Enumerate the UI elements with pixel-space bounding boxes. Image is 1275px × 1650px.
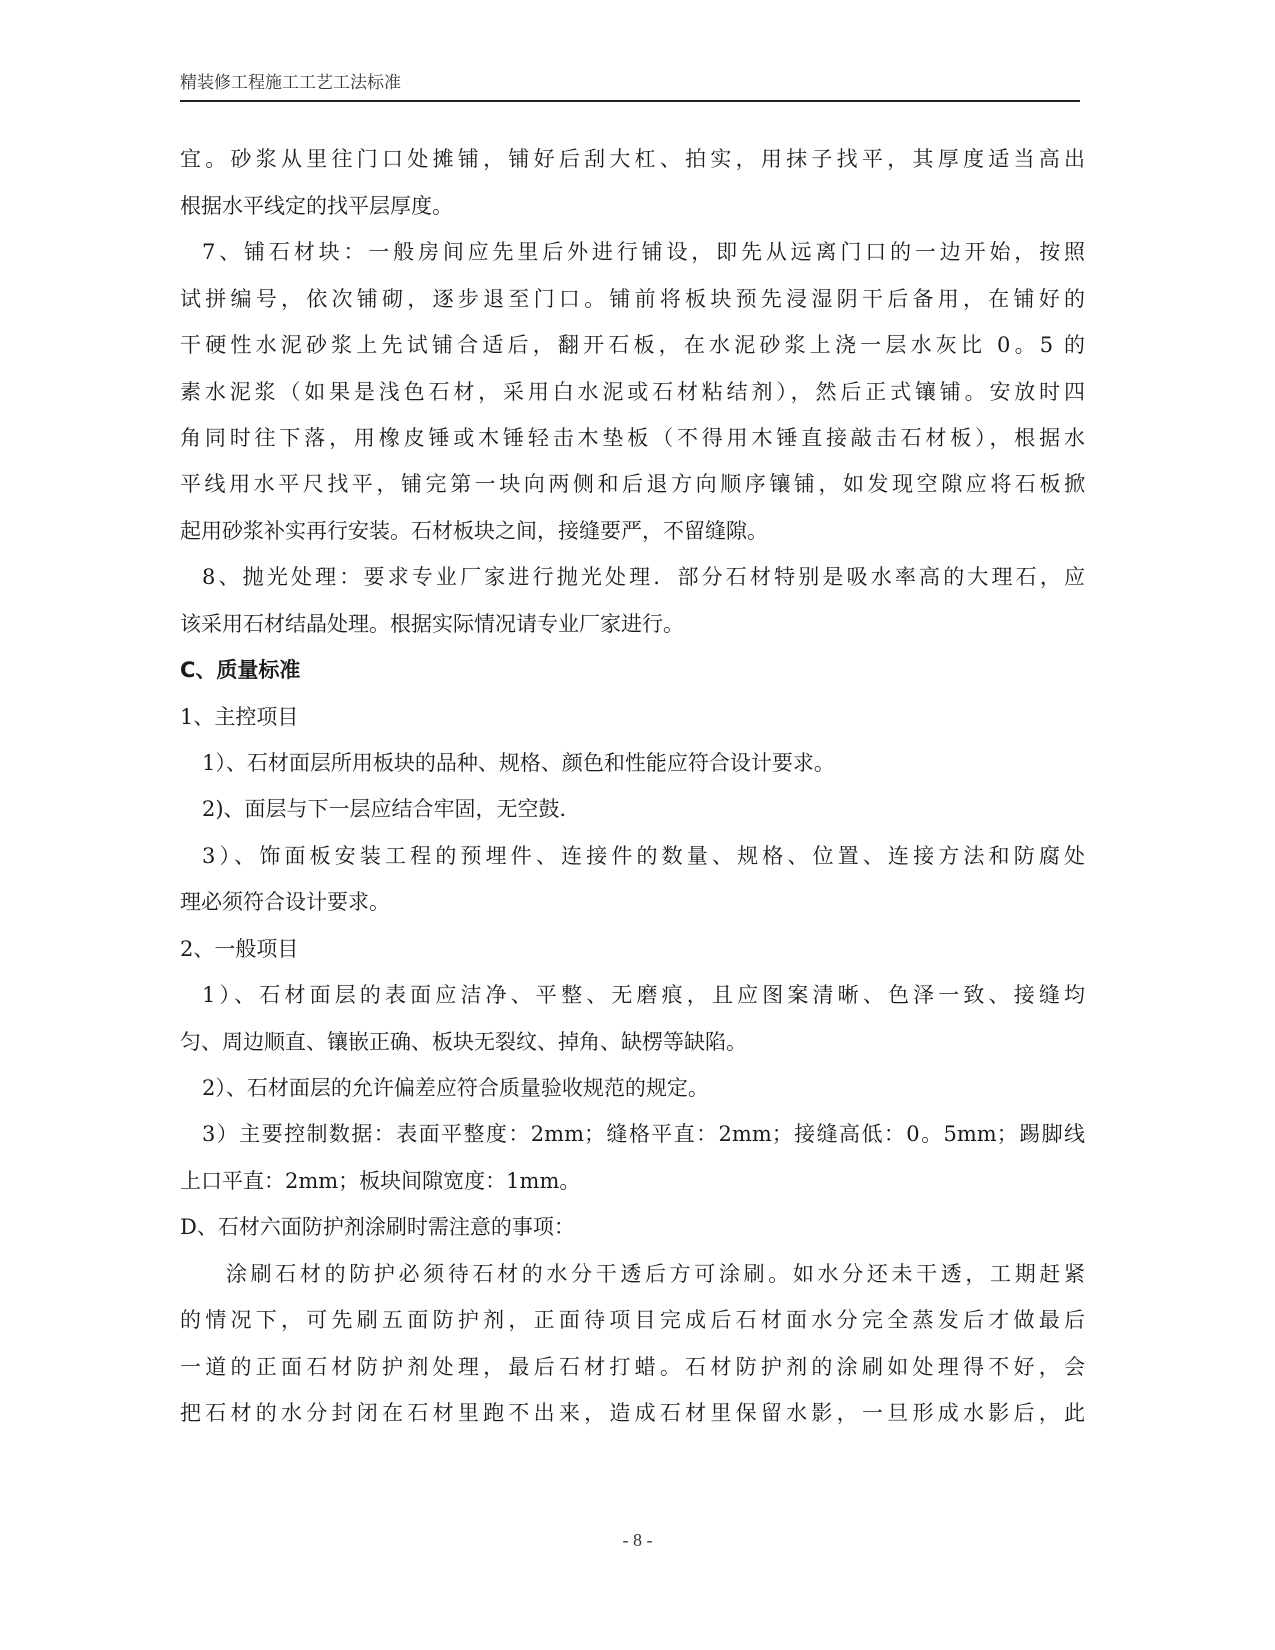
text-line: 理必须符合设计要求。: [180, 890, 390, 914]
text-line: 宜。砂浆从里往门口处摊铺，铺好后刮大杠、拍实，用抹子找平，其厚度适当高出: [180, 147, 1085, 171]
page-header: [180, 70, 1080, 102]
text-line: 试拼编号，依次铺砌，逐步退至门口。铺前将板块预先浸湿阴干后备用，在铺好的: [180, 287, 1085, 311]
paragraph-line: 的情况下，可先刷五面防护剂，正面待项目完成后石材面水分完全蒸发后才做最后: [180, 1308, 1085, 1332]
text-line: 素水泥浆（如果是浅色石材，采用白水泥或石材粘结剂），然后正式镶铺。安放时四: [180, 380, 1085, 404]
text-line: 起用砂浆补实再行安装。石材板块之间，接缝要严，不留缝隙。: [180, 519, 768, 543]
paragraph-line: 一道的正面石材防护剂处理，最后石材打蜡。石材防护剂的涂刷如处理得不好，会: [180, 1355, 1085, 1379]
text-line: 8、抛光处理：要求专业厂家进行抛光处理．部分石材特别是吸水率高的大理石，应: [202, 565, 1085, 589]
text-line: 上口平直：2mm；板块间隙宽度：1mm。: [180, 1169, 581, 1193]
section-heading-c: C、质量标准: [180, 658, 301, 682]
list-item: 1）、石材面层的表面应洁净、平整、无磨痕，且应图案清晰、色泽一致、接缝均: [202, 983, 1085, 1007]
text-line: 角同时往下落，用橡皮锤或木锤轻击木垫板（不得用木锤直接敲击石材板），根据水: [180, 426, 1085, 450]
paragraph-line: 涂刷石材的防护必须待石材的水分干透后方可涂刷。如水分还未干透，工期赶紧: [226, 1262, 1085, 1286]
text-line: 匀、周边顺直、镶嵌正确、板块无裂纹、掉角、缺楞等缺陷。: [180, 1030, 747, 1054]
subsection-heading: 1、主控项目: [180, 705, 299, 729]
text-line: 平线用水平尺找平，铺完第一块向两侧和后退方向顺序镶铺，如发现空隙应将石板掀: [180, 472, 1085, 496]
text-line: 干硬性水泥砂浆上先试铺合适后，翻开石板，在水泥砂浆上浇一层水灰比 0。5 的: [180, 333, 1085, 357]
text-line: 7、铺石材块：一般房间应先里后外进行铺设，即先从远离门口的一边开始，按照: [202, 240, 1085, 264]
header-title: 精装修工程施工工艺工法标准: [180, 73, 401, 93]
text-line: 根据水平线定的找平层厚度。: [180, 194, 453, 218]
list-item: 2)、面层与下一层应结合牢固，无空鼓．: [202, 797, 581, 821]
section-heading-d: D、石材六面防护剂涂刷时需注意的事项：: [180, 1215, 575, 1239]
list-item: 2）、石材面层的允许偏差应符合质量验收规范的规定。: [202, 1076, 709, 1100]
subsection-heading: 2、一般项目: [180, 937, 299, 961]
page-number: - 8 -: [622, 1530, 653, 1550]
list-item: 3）主要控制数据：表面平整度：2mm；缝格平直：2mm；接缝高低：0。5mm；踢脚线: [202, 1122, 1085, 1146]
list-item: 3）、饰面板安装工程的预埋件、连接件的数量、规格、位置、连接方法和防腐处: [202, 844, 1085, 868]
paragraph-line: 把石材的水分封闭在石材里跑不出来，造成石材里保留水影，一旦形成水影后，此: [180, 1401, 1085, 1425]
list-item: 1）、石材面层所用板块的品种、规格、颜色和性能应符合设计要求。: [202, 751, 835, 775]
text-line: 该采用石材结晶处理。根据实际情况请专业厂家进行。: [180, 612, 684, 636]
